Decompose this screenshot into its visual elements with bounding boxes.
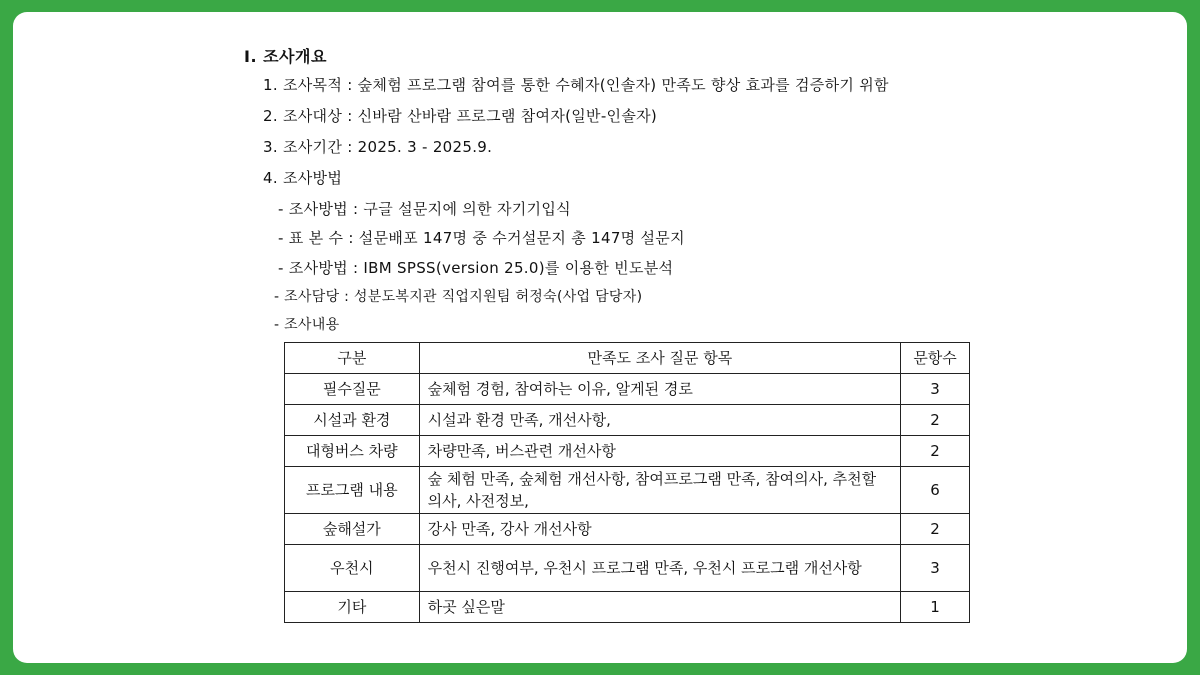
row-category: 숲해설가: [285, 514, 420, 545]
row-category: 기타: [285, 592, 420, 623]
row-items: 숲체험 경험, 참여하는 이유, 알게된 경로: [419, 374, 900, 405]
analysis-method-line: - 조사방법 : IBM SPSS(version 25.0)를 이용한 빈도분석: [278, 259, 674, 277]
table-row: [285, 436, 970, 467]
row-count: 1: [901, 592, 970, 623]
manager-line: - 조사담당 : 성분도복지관 직업지원팀 허정숙(사업 담당자): [274, 289, 643, 305]
document-card: [13, 12, 1187, 663]
purpose-line: 1. 조사목적 : 숲체험 프로그램 참여를 통한 수혜자(인솔자) 만족도 향상 효과를 검증하기 위함: [263, 76, 889, 94]
table-header-row: [285, 343, 970, 374]
row-items: 강사 만족, 강사 개선사항: [419, 514, 900, 545]
survey-overview-document: [13, 12, 1187, 663]
period-line: 3. 조사기간 : 2025. 3 - 2025.9.: [263, 138, 493, 156]
method-detail-line: - 조사방법 : 구글 설문지에 의한 자기기입식: [278, 200, 571, 218]
row-items: 숲 체험 만족, 숲체험 개선사항, 참여프로그램 만족, 참여의사, 추천할 의사, 사전정보,: [419, 467, 900, 514]
method-heading: 4. 조사방법: [263, 169, 343, 187]
table-row: [285, 467, 970, 514]
row-category: 필수질문: [285, 374, 420, 405]
row-count: 6: [901, 467, 970, 514]
survey-items-table: [284, 342, 970, 623]
row-category: 대형버스 차량: [285, 436, 420, 467]
table-row: [285, 514, 970, 545]
row-category: 프로그램 내용: [285, 467, 420, 514]
row-items: 하곳 싶은말: [419, 592, 900, 623]
row-items: 차량만족, 버스관련 개선사항: [419, 436, 900, 467]
row-count: 3: [901, 545, 970, 592]
section-title: I. 조사개요: [244, 47, 327, 66]
table-row: [285, 405, 970, 436]
row-count: 2: [901, 405, 970, 436]
row-count: 2: [901, 436, 970, 467]
sample-size-line: - 표 본 수 : 설문배포 147명 중 수거설문지 총 147명 설문지: [278, 229, 685, 247]
row-count: 2: [901, 514, 970, 545]
content-heading: - 조사내용: [274, 317, 340, 333]
header-items: 만족도 조사 질문 항목: [419, 343, 900, 374]
target-line: 2. 조사대상 : 신바람 산바람 프로그램 참여자(일반-인솔자): [263, 107, 658, 125]
row-count: 3: [901, 374, 970, 405]
row-category: 우천시: [285, 545, 420, 592]
table-row: [285, 374, 970, 405]
header-category: 구분: [285, 343, 420, 374]
table-row: [285, 545, 970, 592]
row-items: 우천시 진행여부, 우천시 프로그램 만족, 우천시 프로그램 개선사항: [419, 545, 900, 592]
row-category: 시설과 환경: [285, 405, 420, 436]
row-items: 시설과 환경 만족, 개선사항,: [419, 405, 900, 436]
table-row: [285, 592, 970, 623]
header-count: 문항수: [901, 343, 970, 374]
